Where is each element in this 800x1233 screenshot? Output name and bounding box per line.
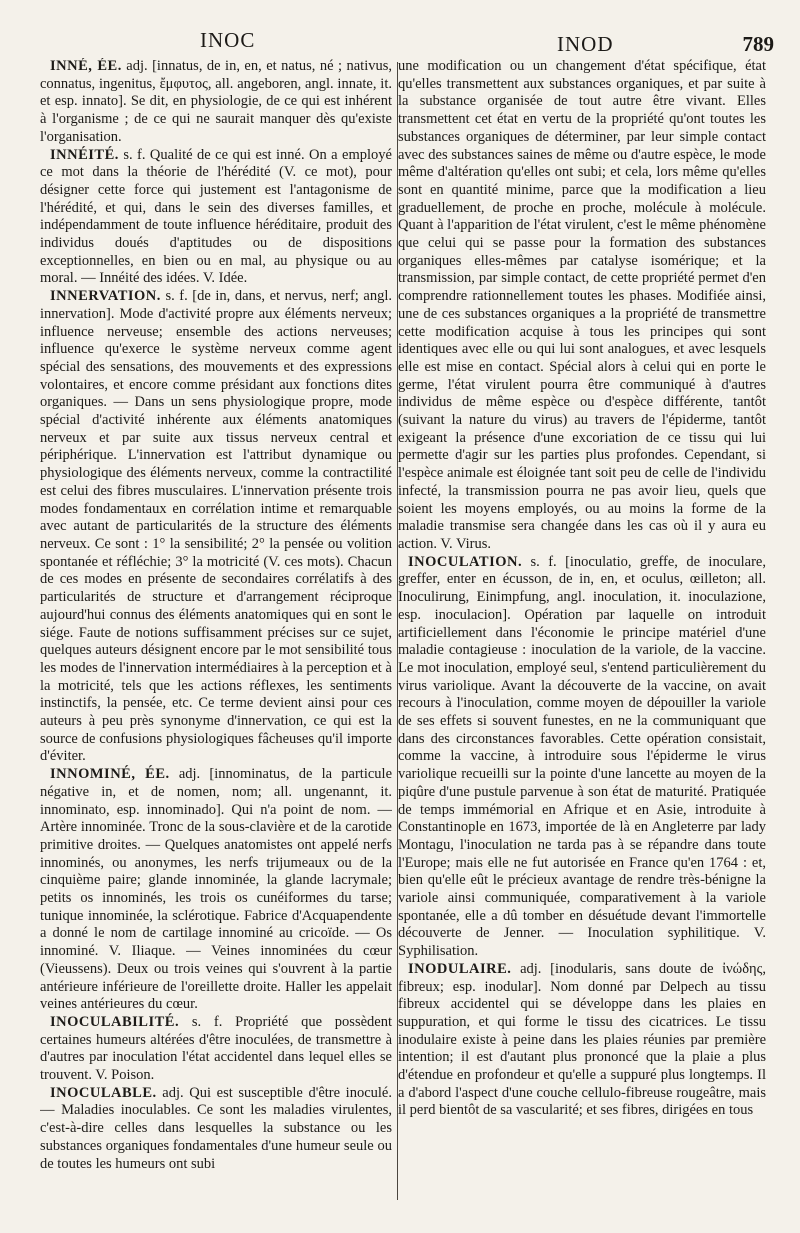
headword: INOCULATION.: [408, 553, 523, 570]
header-left-word: INOC: [200, 28, 256, 52]
entry-text: s. f. [de in, dans, et nervus, nerf; angl. innervation]. Mode d'activité propre aux éléments nerveux; influence nerveuse; ensemble des actions nerveuses; influence qu'exerce le système nerveux comme agent spécial des sensations, des mouvements et des expressions volontaires, et encore comme présidant aux fonctions dites organiques. — Dans un sens physiologique propre, mode spécial d'activité inhérente aux éléments anatomiques nerveux et par suite aux tissus nerveux central et périphérique. L'innervation est l'attribut dynamique ou physiologique des éléments nerveux, comme la contractilité est celui des fibres musculaires. L'innervation présente trois modes fondamentaux en corrélation intime et remarquable avec autant de particularités de la structure des éléments nerveux. Ce sont : 1° la sensibilité; 2° la pensée ou volition spontanée et réfléchie; 3° la motricité (V. ces mots). Chacun de ces modes en présente de secondaires corrélatifs à des particularités de structure et d'arrangement réciproque aujourd'hui connus des éléments anatomiques qui en sont le siége. Faute de notions suffisamment précises sur ce sujet, quelques auteurs désignent encore par le mot sensibilité tous les modes de l'innervation intermédiaires à la perception et à la motricité, tels que les actions réflexes, les sentiments instinctifs, la pensée, etc. Ce terme devient ainsi pour ces auteurs à peu près synonyme d'innervation, ce qui est la source de confusions physiologiques fâcheuses qu'il importe d'éviter.: [40, 288, 392, 765]
entry-continuation: [398, 58, 766, 554]
entry-text: une modification ou un changement d'état spécifique, état qu'elles transmettent aux substances organiques, et par suite à la substance organisée de tout autre être vivant. Elles transmettent cet état en vertu de la propriété qu'ont toutes les substances organiques de déterminer, par leur simple contact avec des substances saines de même ou d'autre espèce, le mode même d'altération qu'elles ont subi; et cela, lors même qu'elles sont en quantité minime, parce que la modification a lieu graduellement, de proche en proche, molécule à molécule. Quant à l'apparition de l'état virulent, c'est le même phénomène que celui qui se passe pour la formation des substances organiques elles-mêmes par catalyse isomérique; et la transmission, par simple contact, de cette propriété permet d'en comprendre rationnellement toutes les phases. Modifiée ainsi, une de ces substances organiques a la propriété de transmettre cette modification acquise à tous les principes qui sont identiques avec elle ou qui lui sont analogues, et avec lesquels elle est mise en contact. Spécial alors à celui qui en porte le germe, l'état virulent pourra être communiqué à d'autres individus de même espèce ou d'espèce différente, tantôt (suivant la nature du virus) au travers de l'épiderme, tantôt exigeant la présence d'une excoriation de ce tissu qui lui permette d'agir sur les parties plus profondes. Cependant, si l'espèce animale est éloignée tant soit peu de celle de l'individu infecté, la transmission pourra ne pas avoir lieu, quels que soient les moyens employés, ou au moins la forme de la maladie transmise sera changée dans les cas où il y aura eu action. V. Virus.: [398, 58, 766, 552]
entry: [40, 766, 392, 1014]
header-right-word: INOD: [557, 32, 614, 56]
left-column: [40, 58, 392, 1208]
entry-text: s. f. Propriété que possèdent certaines humeurs altérées d'être inoculées, de transmettre à d'autres par inoculation l'état accidentel dans lequel elles se trouvent. V. Poison.: [40, 1013, 392, 1084]
headword: INODULAIRE.: [408, 960, 512, 977]
entry-text: adj. [inodularis, sans doute de ἰνώδης, fibreux; esp. inodular]. Nom donné par Delpech au tissu fibreux accidentel qui se développe dans les plaies en suppuration, et qui forme le tissu des cicatrices. Le tissu inodulaire existe à peine dans les plaies réunies par première intention; il est d'autant plus prononcé que la plaie a plus d'étendue en profondeur et qu'elle a suppuré plus longtemps. Il a d'abord l'aspect d'une couche cellulo-fibreuse rougeâtre, mais il perd bientôt de sa vascularité; et ses fibres, dirigées en tous: [398, 960, 766, 1119]
entry-text: s. f. Qualité de ce qui est inné. On a employé ce mot dans la théorie de l'hérédité (V. ce mot), pour désigner cette force qui justement est l'antagonisme de l'hérédité, et qui, dans le sein des diverses familles, et indépendamment de toute influence héréditaire, produit des individus doués d'aptitudes ou de dispositions exceptionnelles, en bien ou en mal, au physique ou au moral. — Innéité des idées. V. Idée.: [40, 146, 392, 287]
entry: [40, 58, 392, 147]
entry: [398, 961, 766, 1120]
page-number: 789: [742, 32, 774, 56]
headword: INNERVATION.: [50, 288, 161, 305]
entry: [40, 147, 392, 289]
entry-text: adj. Qui est susceptible d'être inoculé. — Maladies inoculables. Ce sont les maladies virulentes, c'est-à-dire celles dans lesquelles la substance ou les substances organiques fondamentales d'une humeur seule ou de toutes les humeurs ont subi: [40, 1084, 392, 1172]
entry-text: adj. [innominatus, de la particule négative in, et de nomen, nom; all. ungenannt, it. innominato, esp. innominado]. Qui n'a point de nom. — Artère innominée. Tronc de la sous-clavière et de la carotide primitive droites. — Quelques anatomistes ont appelé nerfs innominés, ou anonymes, les nerfs trijumeaux ou de la cinquième paire; glande innominée, la glande lacrymale; petits os innominés, les trois os cunéiformes du tarse; tunique innominée, la sclérotique. Fabrice d'Acquapendente a donné le nom de cartilage innominé au cricoïde. — Os innominé. V. Iliaque. — Veines innominées du cœur (Vieussens). Deux ou trois veines qui s'ouvrent à la partie antérieure inférieure de l'oreillette droite. Haller les appelait veines antérieures du cœur.: [40, 766, 392, 1013]
headword: INNÉ, ÉE.: [50, 58, 122, 74]
entry: [398, 554, 766, 961]
entry-text: s. f. [inoculatio, greffe, de inoculare, greffer, enter en écusson, de in, en, et oculus, œilleton; all. Inoculirung, Einimpfung, angl. inoculation, it. inoculazione, esp. inoculacion]. Opération par laquelle on introduit artificiellement dans l'économie le principe matériel d'une maladie contagieuse : inoculation de la variole, de la vaccine. Le mot inoculation, employé seul, s'entend particulièrement du virus variolique. Avant la découverte de la vaccine, on avait recours à l'inoculation, comme moyen de dépouiller la variole de ses effets si souvent funestes, en ne la communiquant que dans des circonstances favorables. Cette opération consistait, comme la vaccine, à introduire sous l'épiderme le virus variolique recueilli sur la pointe d'une lancette au moyen de la piqûre d'une pustule parvenue à son état de maturité. Pratiquée de temps immémorial en Afrique et en Asie, introduite à Constantinople en 1673, importée de là en Angleterre par lady Montagu, l'inoculation ne tarda pas à se répandre dans toute l'Europe; mais elle ne fut autorisée en France qu'en 1764 : et, bien qu'elle eût le précieux avantage de rendre très-bénigne la variole ainsi communiquée, comparativement à la variole spontanée, elle a dû tomber en désuétude devant l'immortelle découverte de Jenner. — Inoculation syphilitique. V. Syphilisation.: [398, 553, 766, 960]
entry: [40, 1014, 392, 1085]
entry: [40, 1085, 392, 1174]
right-column: [398, 58, 766, 1208]
headword: INNÉITÉ.: [50, 146, 119, 163]
running-header: [40, 20, 774, 54]
entry-text: adj. [innatus, de in, en, et natus, né ; nativus, connatus, ingenitus, ἔμφυτος, all. angeboren, angl. innate, it. et esp. innato]. Se dit, en physiologie, de ce qui est inhérent à l'organisme ; de ce qui ne saurait manquer dès qu'existe l'organisation.: [40, 58, 392, 145]
entry: [40, 288, 392, 766]
headword: INOCULABLE.: [50, 1084, 157, 1101]
headword: INOCULABILITÉ.: [50, 1013, 180, 1030]
headword: INNOMINÉ, ÉE.: [50, 766, 170, 783]
